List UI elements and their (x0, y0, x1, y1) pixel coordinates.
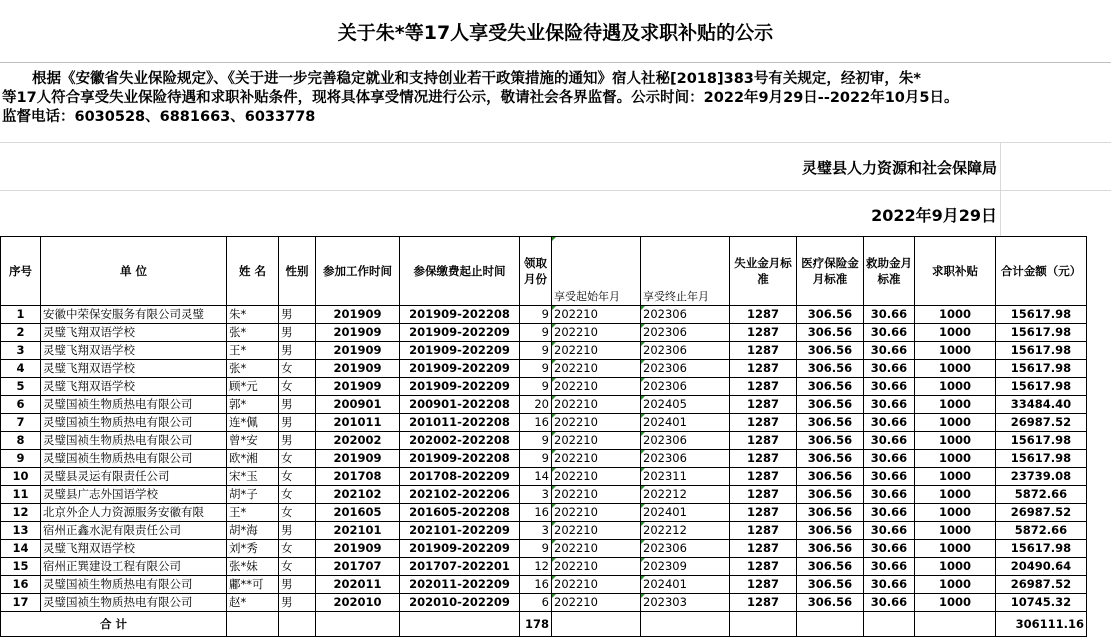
row-months: 20 (520, 396, 552, 414)
row-months: 9 (520, 378, 552, 396)
row-months: 9 (520, 432, 552, 450)
row-ins-period: 201707-202201 (400, 558, 520, 576)
table-row (1, 558, 1087, 576)
row-name: 欧*湘 (227, 450, 279, 468)
row-months: 14 (520, 468, 552, 486)
row-start: 202210 (552, 396, 641, 414)
table-row (1, 540, 1087, 558)
totals-empty (400, 612, 520, 637)
row-job-subsidy: 1000 (915, 342, 996, 360)
row-gender: 男 (279, 342, 316, 360)
row-unemp-std: 1287 (730, 558, 797, 576)
row-ins-period: 201909-202209 (400, 342, 520, 360)
row-total: 26987.52 (996, 414, 1087, 432)
row-unit: 灵璧国祯生物质热电有限公司 (41, 432, 227, 450)
row-name: 朱* (227, 306, 279, 324)
row-end: 202306 (641, 540, 730, 558)
row-total: 15617.98 (996, 324, 1087, 342)
row-job-subsidy: 1000 (915, 378, 996, 396)
row-end: 202212 (641, 486, 730, 504)
row-ins-period: 201909-202208 (400, 306, 520, 324)
row-start: 202210 (552, 486, 641, 504)
row-total: 15617.98 (996, 450, 1087, 468)
totals-empty (864, 612, 915, 637)
row-end: 202401 (641, 414, 730, 432)
row-ins-period: 201708-202209 (400, 468, 520, 486)
row-months: 9 (520, 306, 552, 324)
row-job-subsidy: 1000 (915, 558, 996, 576)
row-unemp-std: 1287 (730, 396, 797, 414)
row-total: 15617.98 (996, 306, 1087, 324)
row-seq: 13 (1, 522, 41, 540)
table-row (1, 576, 1087, 594)
header-gender: 性别 (279, 237, 316, 306)
row-gender: 女 (279, 468, 316, 486)
row-job-subsidy: 1000 (915, 360, 996, 378)
org-row (0, 142, 1111, 191)
row-unemp-std: 1287 (730, 360, 797, 378)
row-seq: 7 (1, 414, 41, 432)
header-job-subsidy: 求职补贴 (915, 237, 996, 306)
row-end: 202306 (641, 342, 730, 360)
row-work-time: 201909 (316, 360, 400, 378)
row-job-subsidy: 1000 (915, 468, 996, 486)
row-gender: 女 (279, 540, 316, 558)
row-seq: 6 (1, 396, 41, 414)
row-work-time: 202002 (316, 432, 400, 450)
row-total: 5872.66 (996, 486, 1087, 504)
table-row (1, 468, 1087, 486)
row-gender: 女 (279, 486, 316, 504)
row-end: 202401 (641, 504, 730, 522)
header-start: 享受起始年月 (552, 237, 641, 306)
header-unit: 单 位 (41, 237, 227, 306)
row-job-subsidy: 1000 (915, 414, 996, 432)
row-ins-period: 201909-202209 (400, 324, 520, 342)
row-med-std: 306.56 (797, 486, 864, 504)
row-start: 202210 (552, 306, 641, 324)
row-relief-std: 30.66 (864, 522, 915, 540)
row-unit: 灵璧国祯生物质热电有限公司 (41, 594, 227, 612)
row-name: 鄘**可 (227, 576, 279, 594)
row-start: 202210 (552, 594, 641, 612)
row-total: 15617.98 (996, 378, 1087, 396)
row-relief-std: 30.66 (864, 396, 915, 414)
row-unit: 灵璧国祯生物质热电有限公司 (41, 396, 227, 414)
row-seq: 8 (1, 432, 41, 450)
row-work-time: 201708 (316, 468, 400, 486)
row-total: 20490.64 (996, 558, 1087, 576)
row-work-time: 201909 (316, 540, 400, 558)
header-total: 合计金额（元） (996, 237, 1087, 306)
row-unemp-std: 1287 (730, 540, 797, 558)
row-work-time: 202101 (316, 522, 400, 540)
row-months: 6 (520, 594, 552, 612)
row-unemp-std: 1287 (730, 324, 797, 342)
row-start: 202210 (552, 450, 641, 468)
row-unemp-std: 1287 (730, 594, 797, 612)
row-relief-std: 30.66 (864, 414, 915, 432)
row-seq: 11 (1, 486, 41, 504)
totals-empty (915, 612, 996, 637)
totals-empty (279, 612, 316, 637)
row-name: 刘*秀 (227, 540, 279, 558)
issuing-organization: 灵璧县人力资源和社会保障局 (801, 159, 997, 177)
row-job-subsidy: 1000 (915, 324, 996, 342)
row-relief-std: 30.66 (864, 540, 915, 558)
row-relief-std: 30.66 (864, 378, 915, 396)
totals-empty (730, 612, 797, 637)
row-ins-period: 201011-202208 (400, 414, 520, 432)
row-unit: 灵璧飞翔双语学校 (41, 360, 227, 378)
row-work-time: 201707 (316, 558, 400, 576)
row-ins-period: 201605-202208 (400, 504, 520, 522)
table-row (1, 504, 1087, 522)
row-seq: 12 (1, 504, 41, 522)
row-unemp-std: 1287 (730, 414, 797, 432)
row-end: 202306 (641, 432, 730, 450)
totals-label: 合 计 (1, 612, 227, 637)
row-end: 202306 (641, 378, 730, 396)
row-med-std: 306.56 (797, 504, 864, 522)
row-job-subsidy: 1000 (915, 522, 996, 540)
row-name: 宋*玉 (227, 468, 279, 486)
row-ins-period: 201909-202209 (400, 540, 520, 558)
row-start: 202210 (552, 342, 641, 360)
row-unemp-std: 1287 (730, 468, 797, 486)
row-ins-period: 202011-202209 (400, 576, 520, 594)
row-total: 15617.98 (996, 360, 1087, 378)
table-row (1, 396, 1087, 414)
row-start: 202210 (552, 468, 641, 486)
row-med-std: 306.56 (797, 432, 864, 450)
row-total: 15617.98 (996, 432, 1087, 450)
header-relief-std: 救助金月标准 (864, 237, 915, 306)
totals-amount: 306111.16 (996, 612, 1087, 637)
row-med-std: 306.56 (797, 540, 864, 558)
row-name: 张* (227, 324, 279, 342)
row-end: 202401 (641, 576, 730, 594)
row-relief-std: 30.66 (864, 306, 915, 324)
totals-empty (797, 612, 864, 637)
row-med-std: 306.56 (797, 468, 864, 486)
row-name: 郭* (227, 396, 279, 414)
row-seq: 17 (1, 594, 41, 612)
row-unemp-std: 1287 (730, 432, 797, 450)
page-title: 关于朱*等17人享受失业保险待遇及求职补贴的公示 (0, 0, 1111, 63)
row-unit: 灵璧飞翔双语学校 (41, 378, 227, 396)
table-row (1, 522, 1087, 540)
benefits-table (0, 236, 1087, 637)
totals-empty (552, 612, 641, 637)
notice-line-3: 监督电话：6030528、6881663、6033778 (2, 109, 316, 125)
row-ins-period: 200901-202208 (400, 396, 520, 414)
row-med-std: 306.56 (797, 396, 864, 414)
row-unit: 安徽中荣保安服务有限公司灵璧 (41, 306, 227, 324)
row-relief-std: 30.66 (864, 504, 915, 522)
table-row (1, 450, 1087, 468)
row-name: 王* (227, 342, 279, 360)
row-end: 202212 (641, 522, 730, 540)
row-work-time: 201909 (316, 342, 400, 360)
row-work-time: 202102 (316, 486, 400, 504)
table-header-row (1, 237, 1087, 306)
row-total: 15617.98 (996, 540, 1087, 558)
row-gender: 男 (279, 414, 316, 432)
row-end: 202306 (641, 324, 730, 342)
table-row (1, 432, 1087, 450)
row-ins-period: 202101-202209 (400, 522, 520, 540)
row-med-std: 306.56 (797, 450, 864, 468)
header-end: 享受终止年月 (641, 237, 730, 306)
row-job-subsidy: 1000 (915, 396, 996, 414)
row-gender: 男 (279, 324, 316, 342)
row-work-time: 201909 (316, 306, 400, 324)
row-work-time: 201909 (316, 324, 400, 342)
row-name: 曾*安 (227, 432, 279, 450)
row-relief-std: 30.66 (864, 342, 915, 360)
row-total: 23739.08 (996, 468, 1087, 486)
row-start: 202210 (552, 522, 641, 540)
row-gender: 女 (279, 360, 316, 378)
row-unit: 灵璧国祯生物质热电有限公司 (41, 576, 227, 594)
table-row (1, 360, 1087, 378)
row-months: 16 (520, 576, 552, 594)
row-unemp-std: 1287 (730, 450, 797, 468)
row-unemp-std: 1287 (730, 306, 797, 324)
row-med-std: 306.56 (797, 522, 864, 540)
row-job-subsidy: 1000 (915, 306, 996, 324)
row-job-subsidy: 1000 (915, 504, 996, 522)
row-work-time: 201909 (316, 450, 400, 468)
row-end: 202303 (641, 594, 730, 612)
totals-empty (641, 612, 730, 637)
table-row (1, 594, 1087, 612)
row-relief-std: 30.66 (864, 576, 915, 594)
row-seq: 10 (1, 468, 41, 486)
row-unemp-std: 1287 (730, 378, 797, 396)
header-ins-period: 参保缴费起止时间 (400, 237, 520, 306)
row-gender: 男 (279, 396, 316, 414)
row-unemp-std: 1287 (730, 522, 797, 540)
row-start: 202210 (552, 360, 641, 378)
row-relief-std: 30.66 (864, 324, 915, 342)
table-row (1, 378, 1087, 396)
date-row (0, 190, 1111, 237)
row-start: 202210 (552, 576, 641, 594)
row-work-time: 201605 (316, 504, 400, 522)
row-relief-std: 30.66 (864, 594, 915, 612)
row-start: 202210 (552, 432, 641, 450)
row-unit: 灵璧县灵运有限责任公司 (41, 468, 227, 486)
row-med-std: 306.56 (797, 576, 864, 594)
row-unit: 灵璧飞翔双语学校 (41, 540, 227, 558)
row-med-std: 306.56 (797, 342, 864, 360)
row-relief-std: 30.66 (864, 450, 915, 468)
cell-divider (1000, 142, 1001, 236)
row-relief-std: 30.66 (864, 558, 915, 576)
row-job-subsidy: 1000 (915, 540, 996, 558)
row-med-std: 306.56 (797, 324, 864, 342)
row-med-std: 306.56 (797, 360, 864, 378)
row-work-time: 202011 (316, 576, 400, 594)
row-seq: 4 (1, 360, 41, 378)
row-start: 202210 (552, 540, 641, 558)
row-gender: 男 (279, 576, 316, 594)
row-end: 202405 (641, 396, 730, 414)
row-unit: 北京外企人力资源服务安徽有限 (41, 504, 227, 522)
row-months: 16 (520, 504, 552, 522)
row-name: 连*佩 (227, 414, 279, 432)
row-job-subsidy: 1000 (915, 450, 996, 468)
table-row (1, 486, 1087, 504)
table-row (1, 324, 1087, 342)
totals-row (1, 612, 1087, 637)
row-gender: 女 (279, 450, 316, 468)
notice-paragraph (2, 62, 1108, 140)
row-relief-std: 30.66 (864, 486, 915, 504)
header-seq: 序号 (1, 237, 41, 306)
row-seq: 2 (1, 324, 41, 342)
row-relief-std: 30.66 (864, 468, 915, 486)
row-ins-period: 201909-202209 (400, 360, 520, 378)
row-end: 202306 (641, 306, 730, 324)
row-unemp-std: 1287 (730, 342, 797, 360)
row-unit: 灵璧国祯生物质热电有限公司 (41, 450, 227, 468)
row-end: 202306 (641, 360, 730, 378)
row-seq: 3 (1, 342, 41, 360)
row-work-time: 200901 (316, 396, 400, 414)
row-end: 202309 (641, 558, 730, 576)
row-ins-period: 202010-202209 (400, 594, 520, 612)
row-gender: 女 (279, 558, 316, 576)
header-unemp-std: 失业金月标准 (730, 237, 797, 306)
row-start: 202210 (552, 504, 641, 522)
row-work-time: 202010 (316, 594, 400, 612)
row-seq: 9 (1, 450, 41, 468)
totals-empty (227, 612, 279, 637)
row-unit: 灵璧国祯生物质热电有限公司 (41, 414, 227, 432)
totals-empty (316, 612, 400, 637)
row-med-std: 306.56 (797, 558, 864, 576)
row-name: 王* (227, 504, 279, 522)
row-gender: 女 (279, 378, 316, 396)
row-name: 胡*子 (227, 486, 279, 504)
row-start: 202210 (552, 558, 641, 576)
row-end: 202306 (641, 450, 730, 468)
row-unit: 灵璧飞翔双语学校 (41, 342, 227, 360)
row-med-std: 306.56 (797, 594, 864, 612)
row-seq: 14 (1, 540, 41, 558)
row-unit: 灵璧县广志外国语学校 (41, 486, 227, 504)
row-work-time: 201011 (316, 414, 400, 432)
row-months: 9 (520, 342, 552, 360)
row-name: 张* (227, 360, 279, 378)
row-end: 202311 (641, 468, 730, 486)
row-seq: 5 (1, 378, 41, 396)
row-name: 胡*海 (227, 522, 279, 540)
header-months: 领取月份 (520, 237, 552, 306)
row-start: 202210 (552, 414, 641, 432)
row-total: 15617.98 (996, 342, 1087, 360)
table-row (1, 342, 1087, 360)
row-gender: 男 (279, 522, 316, 540)
row-unit: 宿州正鑫水泥有限责任公司 (41, 522, 227, 540)
row-total: 26987.52 (996, 504, 1087, 522)
row-unemp-std: 1287 (730, 576, 797, 594)
totals-months: 178 (520, 612, 552, 637)
row-unemp-std: 1287 (730, 486, 797, 504)
row-job-subsidy: 1000 (915, 432, 996, 450)
row-ins-period: 201909-202209 (400, 378, 520, 396)
row-total: 33484.40 (996, 396, 1087, 414)
row-seq: 16 (1, 576, 41, 594)
row-med-std: 306.56 (797, 378, 864, 396)
row-name: 赵* (227, 594, 279, 612)
row-unit: 宿州正巽建设工程有限公司 (41, 558, 227, 576)
row-months: 9 (520, 324, 552, 342)
row-med-std: 306.56 (797, 306, 864, 324)
row-seq: 15 (1, 558, 41, 576)
row-seq: 1 (1, 306, 41, 324)
notice-line-1: 根据《安徽省失业保险规定》、《关于进一步完善稳定就业和支持创业若干政策措施的通知》宿人社秘[2018]383号有关规定，经初审，朱* (32, 71, 921, 87)
table-row (1, 414, 1087, 432)
row-months: 3 (520, 486, 552, 504)
header-work-time: 参加工作时间 (316, 237, 400, 306)
row-name: 张*妹 (227, 558, 279, 576)
row-work-time: 201909 (316, 378, 400, 396)
header-med-std: 医疗保险金月标准 (797, 237, 864, 306)
row-months: 12 (520, 558, 552, 576)
row-gender: 男 (279, 432, 316, 450)
issue-date: 2022年9月29日 (871, 206, 997, 225)
table-row (1, 306, 1087, 324)
row-months: 9 (520, 360, 552, 378)
row-unemp-std: 1287 (730, 504, 797, 522)
row-job-subsidy: 1000 (915, 486, 996, 504)
row-gender: 女 (279, 504, 316, 522)
row-job-subsidy: 1000 (915, 576, 996, 594)
row-total: 5872.66 (996, 522, 1087, 540)
row-ins-period: 202002-202208 (400, 432, 520, 450)
row-ins-period: 201909-202208 (400, 450, 520, 468)
row-job-subsidy: 1000 (915, 594, 996, 612)
row-start: 202210 (552, 324, 641, 342)
notice-line-2: 等17人符合享受失业保险待遇和求职补贴条件，现将具体享受情况进行公示，敬请社会各界监督。公示时间：2022年9月29日--2022年10月5日。 (2, 90, 959, 106)
row-months: 16 (520, 414, 552, 432)
row-total: 10745.32 (996, 594, 1087, 612)
row-med-std: 306.56 (797, 414, 864, 432)
row-relief-std: 30.66 (864, 432, 915, 450)
row-ins-period: 202102-202206 (400, 486, 520, 504)
row-unit: 灵璧飞翔双语学校 (41, 324, 227, 342)
header-name: 姓 名 (227, 237, 279, 306)
row-start: 202210 (552, 378, 641, 396)
row-gender: 男 (279, 306, 316, 324)
row-total: 26987.52 (996, 576, 1087, 594)
row-name: 顾*元 (227, 378, 279, 396)
row-months: 9 (520, 450, 552, 468)
row-months: 3 (520, 522, 552, 540)
row-gender: 男 (279, 594, 316, 612)
row-months: 9 (520, 540, 552, 558)
row-relief-std: 30.66 (864, 360, 915, 378)
